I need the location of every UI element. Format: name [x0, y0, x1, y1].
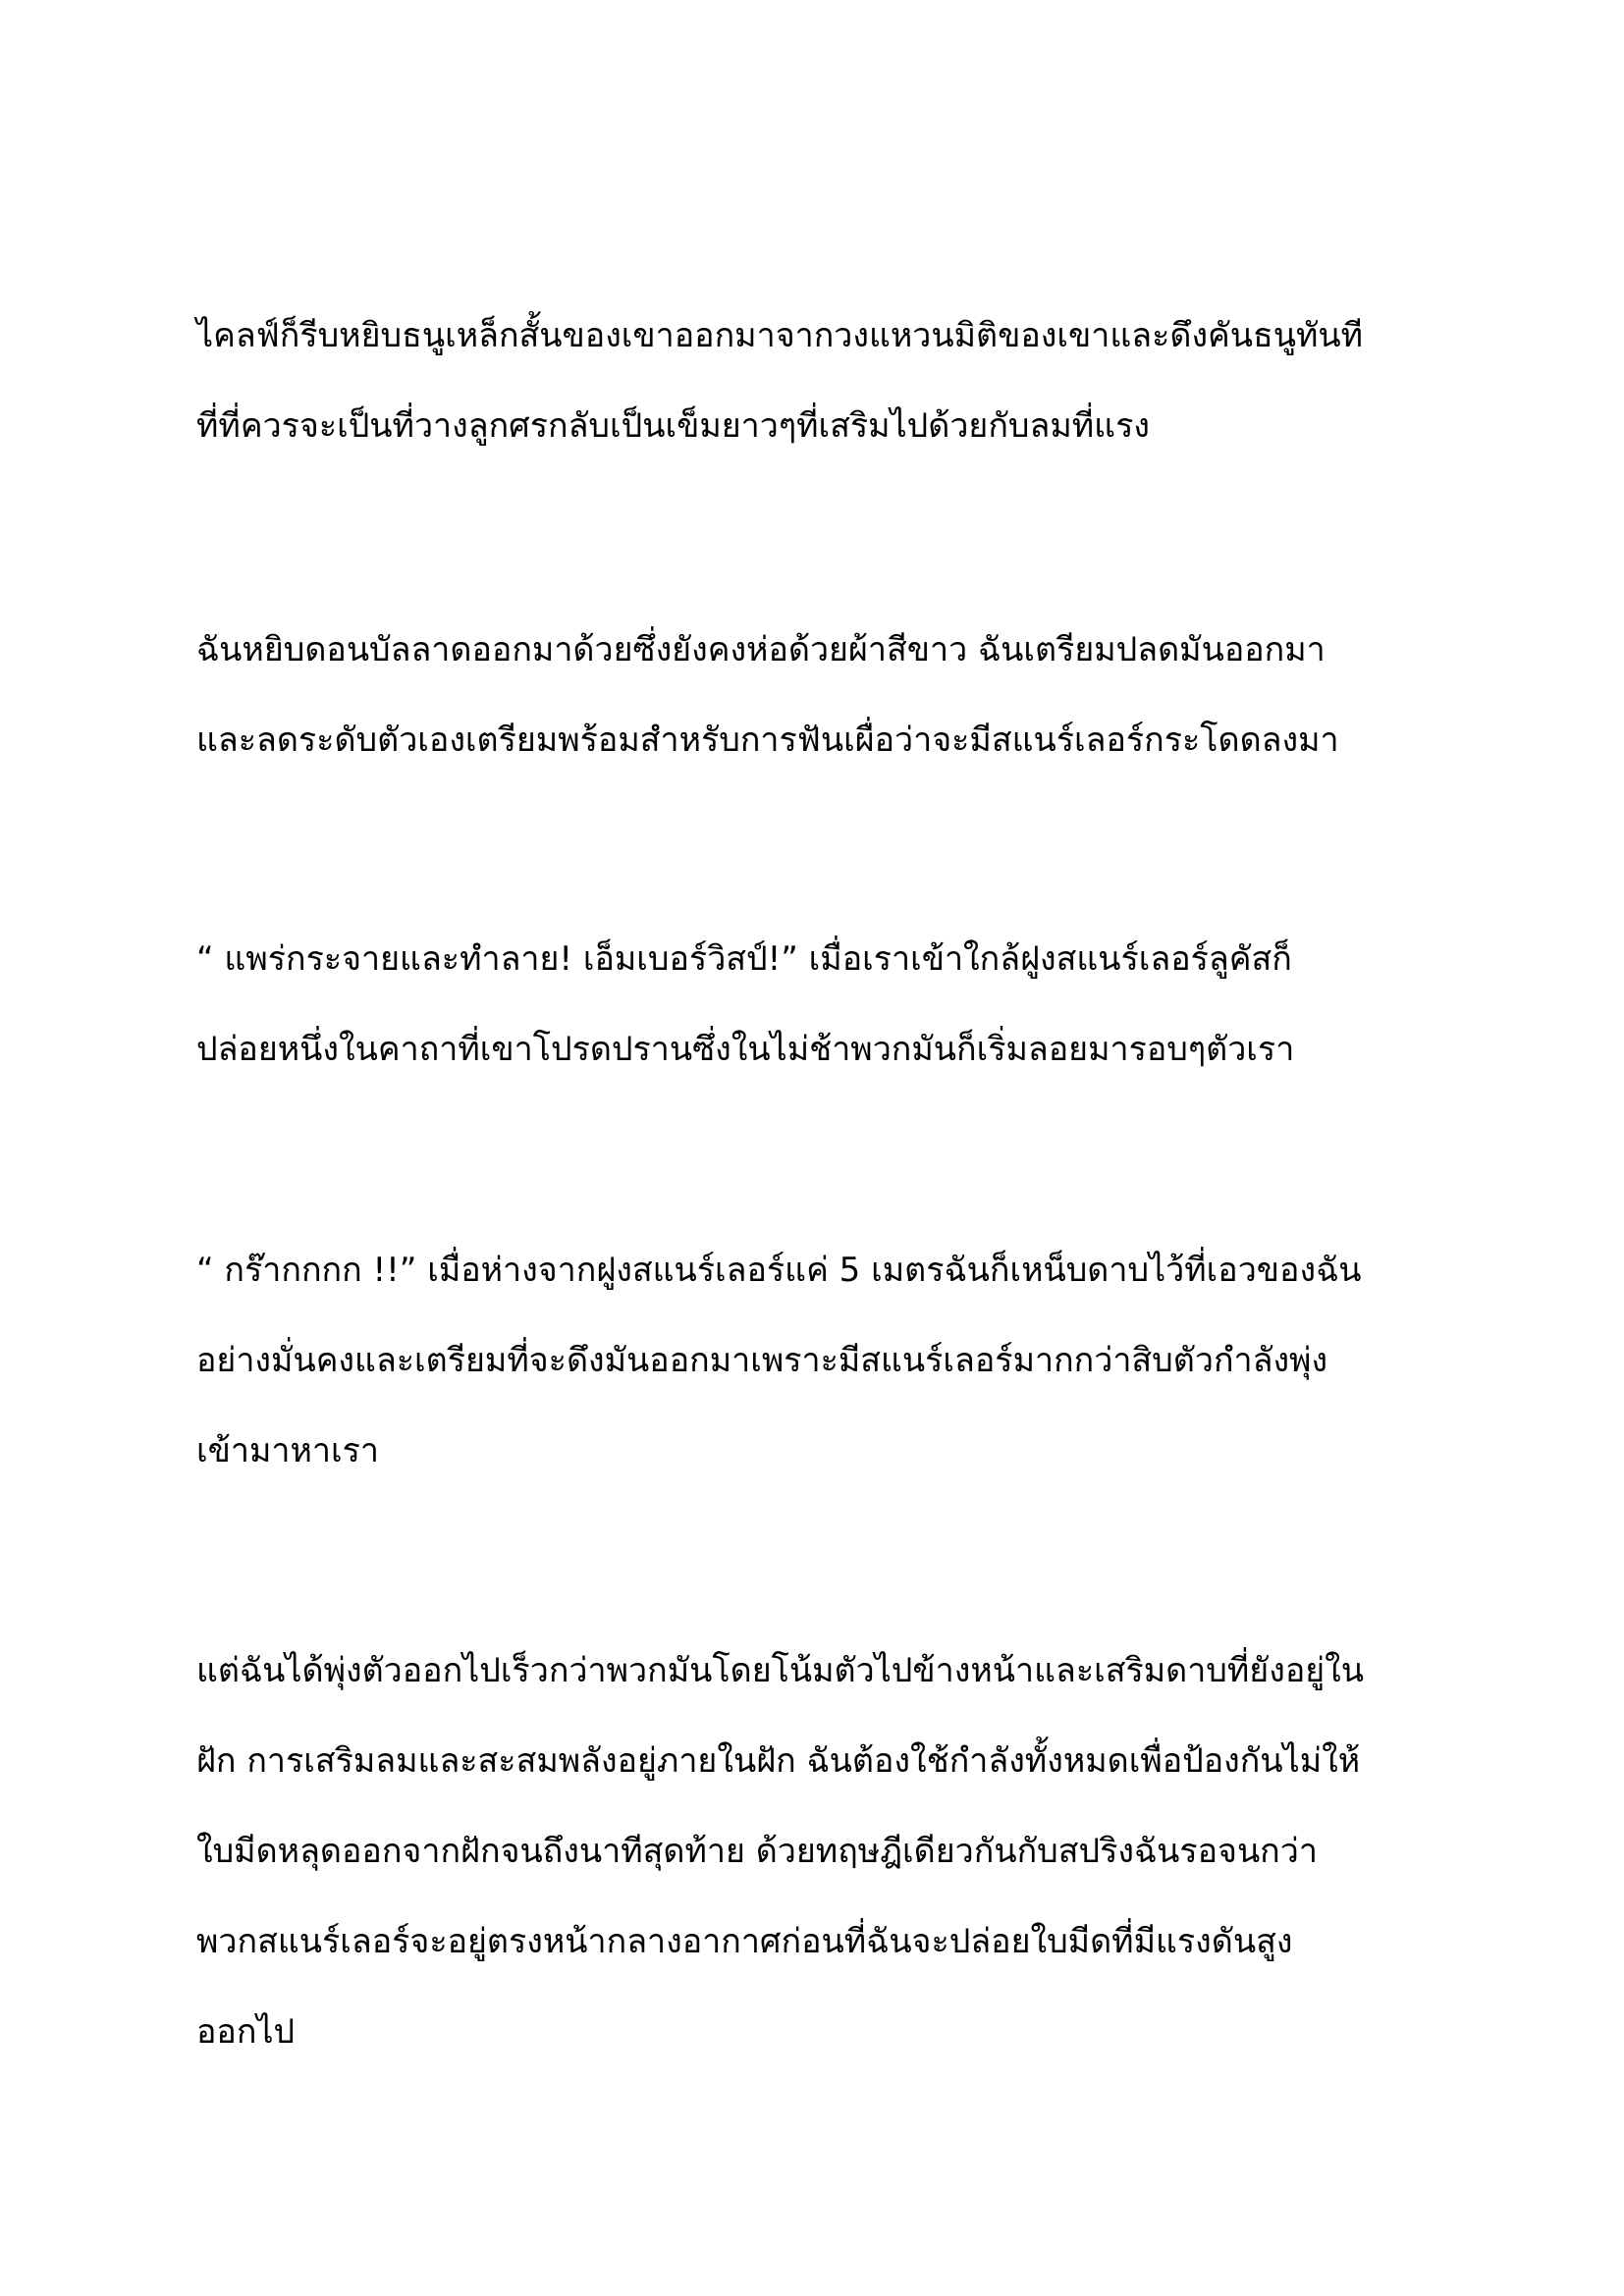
- paragraph-line: และลดระดับตัวเองเตรียมพร้อมสำหรับการฟันเผื่อว่าจะมีสแนร์เลอร์กระโดดลงมา: [196, 721, 1339, 760]
- paragraph-line: ปล่อยหนึ่งในคาถาที่เขาโปรดปรานซึ่งในไม่ช้าพวกมันก็เริ่มลอยมารอบๆตัวเรา: [196, 1030, 1295, 1069]
- paragraph-line: อย่างมั่นคงและเตรียมที่จะดึงมันออกมาเพราะมีสแนร์เลอร์มากกว่าสิบตัวกำลังพุ่ง: [196, 1341, 1328, 1380]
- paragraph-line: ออกไป: [196, 2012, 296, 2052]
- paragraph-line: “ แพร่กระจายและทำลาย! เอ็มเบอร์วิสป์!” เมื่อเราเข้าใกล้ฝูงสแนร์เลอร์ลูคัสก็: [196, 939, 1292, 979]
- paragraph-line: ฉันหยิบดอนบัลลาดออกมาด้วยซึ่งยังคงห่อด้วยผ้าสีขาว ฉันเตรียมปลดมันออกมา: [196, 630, 1326, 669]
- paragraph-line: เข้ามาหาเรา: [196, 1431, 379, 1470]
- paragraph-line: ใบมีดหลุดออกจากฝักจนถึงนาทีสุดท้าย ด้วยทฤษฎีเดียวกันกับสปริงฉันรอจนกว่า: [196, 1832, 1318, 1871]
- paragraph-line: ไคลฟ์ก็รีบหยิบธนูเหล็กสั้นของเขาออกมาจากวงแหวนมิติของเขาและดึงคันธนูทันที: [196, 316, 1364, 355]
- paragraph-line: “ กร๊ากกกก !!” เมื่อห่างจากฝูงสแนร์เลอร์แค่ 5 เมตรฉันก็เหน็บดาบไว้ที่เอวของฉัน: [196, 1251, 1362, 1290]
- paragraph-line: พวกสแนร์เลอร์จะอยู่ตรงหน้ากลางอากาศก่อนที่ฉันจะปล่อยใบมีดที่มีแรงดันสูง: [196, 1922, 1293, 1961]
- paragraph-line: ฝัก การเสริมลมและสะสมพลังอยู่ภายในฝัก ฉันต้องใช้กำลังทั้งหมดเพื่อป้องกันไม่ให้: [196, 1741, 1361, 1781]
- paragraph-line: ที่ที่ควรจะเป็นที่วางลูกศรกลับเป็นเข็มยาวๆที่เสริมไปด้วยกับลมที่แรง: [196, 406, 1150, 446]
- paragraph-line: แต่ฉันได้พุ่งตัวออกไปเร็วกว่าพวกมันโดยโน้มตัวไปข้างหน้าและเสริมดาบที่ยังอยู่ใน: [196, 1651, 1365, 1690]
